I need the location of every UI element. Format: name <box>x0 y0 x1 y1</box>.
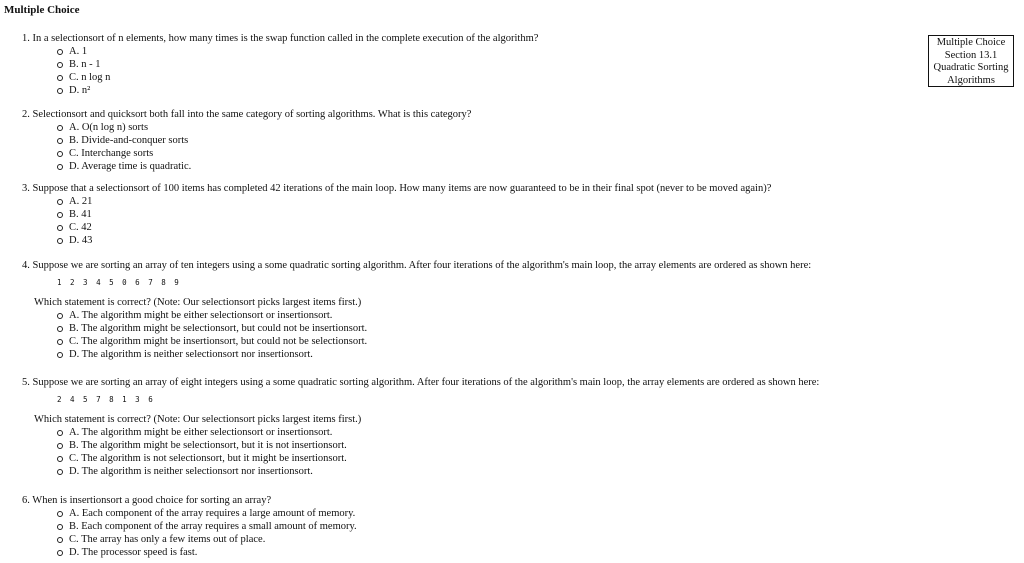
option-d: D. The algorithm is neither selectionsort nor insertionsort. <box>57 348 912 361</box>
option-d: D. n² <box>57 84 912 97</box>
option-a: A. 1 <box>57 45 912 58</box>
option-a: A. The algorithm might be either selectionsort or insertionsort. <box>57 309 912 322</box>
question-stem: 5. Suppose we are sorting an array of eight integers using a some quadratic sorting algorithm. After four iterations of the algorithm's main loop, the array elements are ordered as shown here: <box>22 377 820 388</box>
question-4 <box>22 259 912 361</box>
question-5 <box>22 376 912 478</box>
option-a: A. 21 <box>57 195 912 208</box>
option-a: A. O(n log n) sorts <box>57 121 912 134</box>
option-c: C. 42 <box>57 221 912 234</box>
array-display: 1 2 3 4 5 0 6 7 8 9 <box>57 278 179 287</box>
option-c: C. n log n <box>57 71 912 84</box>
option-d: D. The algorithm is neither selectionsort nor insertionsort. <box>57 465 912 478</box>
question-substem: Which statement is correct? (Note: Our selectionsort picks largest items first.) <box>34 414 362 425</box>
option-d: D. The processor speed is fast. <box>57 546 912 559</box>
option-c: C. The algorithm is not selectionsort, but it might be insertionsort. <box>57 452 912 465</box>
option-a: A. The algorithm might be either selectionsort or insertionsort. <box>57 426 912 439</box>
option-c: C. The array has only a few items out of place. <box>57 533 912 546</box>
question-stem: 1. In a selectionsort of n elements, how many times is the swap function called in the complete execution of the algorithm? <box>22 33 539 44</box>
question-6 <box>22 494 912 559</box>
option-b: B. 41 <box>57 208 912 221</box>
option-c: C. Interchange sorts <box>57 147 912 160</box>
option-b: B. n - 1 <box>57 58 912 71</box>
array-display: 2 4 5 7 8 1 3 6 <box>57 395 153 404</box>
question-3 <box>22 182 912 247</box>
question-1 <box>22 32 912 97</box>
option-d: D. Average time is quadratic. <box>57 160 912 173</box>
question-stem: 4. Suppose we are sorting an array of ten integers using a some quadratic sorting algorithm. After four iterations of the algorithm's main loop, the array elements are ordered as shown here: <box>22 260 812 271</box>
option-c: C. The algorithm might be insertionsort, but could not be selectionsort. <box>57 335 912 348</box>
section-box-line: Quadratic Sorting <box>933 62 1009 73</box>
section-box <box>928 35 1014 87</box>
question-substem: Which statement is correct? (Note: Our selectionsort picks largest items first.) <box>34 297 362 308</box>
section-box-line: Section 13.1 <box>944 49 998 61</box>
option-d: D. 43 <box>57 234 912 247</box>
option-b: B. The algorithm might be selectionsort, but could not be insertionsort. <box>57 322 912 335</box>
question-stem: 2. Selectionsort and quicksort both fall into the same category of sorting algorithms. What is this category? <box>22 109 472 120</box>
option-b: B. Each component of the array requires a small amount of memory. <box>57 520 912 533</box>
question-stem: 3. Suppose that a selectionsort of 100 items has completed 42 iterations of the main loop. How many items are now guaranteed to be in their final spot (never to be moved again)? <box>22 183 772 194</box>
question-stem: 6. When is insertionsort a good choice for sorting an array? <box>22 495 272 506</box>
option-b: B. The algorithm might be selectionsort, but it is not insertionsort. <box>57 439 912 452</box>
question-2 <box>22 108 912 173</box>
option-b: B. Divide-and-conquer sorts <box>57 134 912 147</box>
page-title: Multiple Choice <box>4 4 80 16</box>
option-a: A. Each component of the array requires a large amount of memory. <box>57 507 912 520</box>
section-box-line: Algorithms <box>947 74 995 86</box>
section-box-line: Multiple Choice <box>936 37 1006 48</box>
